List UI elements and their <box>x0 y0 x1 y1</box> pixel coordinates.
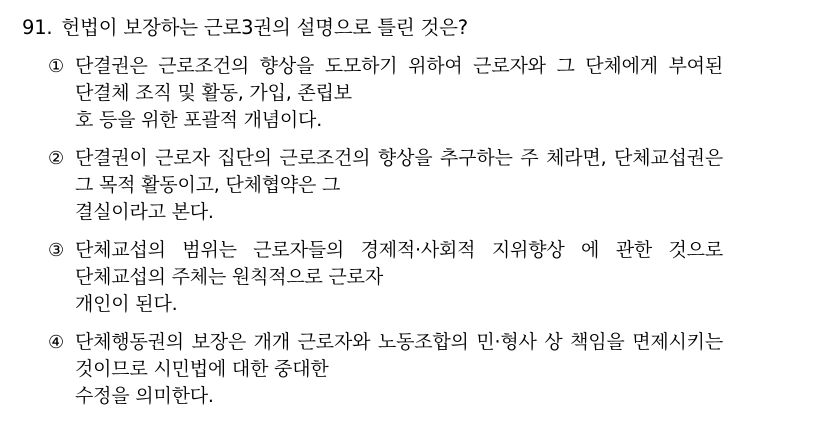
choice-line: 단체행동권의 보장은 개개 근로자와 노동조합의 민·형사 <box>75 330 537 353</box>
choice-line: 수정을 의미한다. <box>75 384 214 407</box>
choice-line: 체라면, 단체교섭권은 그 목적 활동이고, 단체협약은 그 <box>75 147 723 197</box>
choice-list <box>22 53 808 410</box>
question-text: 헌법이 보장하는 근로3권의 설명으로 틀린 것은? <box>61 16 468 39</box>
choice-line: 상 책임을 면제시키는 것이므로 시민법에 대한 중대한 <box>75 330 723 380</box>
choice-option-1[interactable] <box>22 53 808 134</box>
choice-line: 결실이라고 본다. <box>75 201 214 224</box>
choice-line: 개인이 된다. <box>75 293 178 316</box>
choice-line: 단체교섭의 범위는 근로자들의 경제적·사회적 지위향상 <box>75 239 565 262</box>
choice-line: 그 단체에게 부여된 단결체 조직 및 활동, 가입, 존립보 <box>75 55 723 105</box>
choice-option-2[interactable] <box>22 145 808 226</box>
choice-marker-1: ① <box>48 56 64 78</box>
question-stem <box>22 14 808 42</box>
choice-line: 단결권은 근로조건의 향상을 도모하기 위하여 근로자와 <box>75 55 546 78</box>
question-number: 91. <box>22 16 53 39</box>
choice-marker-2: ② <box>48 148 64 170</box>
choice-line: 단결권이 근로자 집단의 근로조건의 향상을 추구하는 주 <box>75 147 539 170</box>
choice-option-4[interactable] <box>22 329 808 410</box>
choice-line: 에 관한 것으로 단체교섭의 주체는 원칙적으로 근로자 <box>75 239 723 289</box>
choice-text-4 <box>75 329 723 410</box>
choice-marker-3: ③ <box>48 240 64 262</box>
choice-text-2 <box>75 145 723 226</box>
choice-marker-4: ④ <box>48 331 64 353</box>
choice-text-3 <box>75 237 723 318</box>
choice-line: 호 등을 위한 포괄적 개념이다. <box>75 109 323 132</box>
choice-text-1 <box>75 53 723 134</box>
choice-option-3[interactable] <box>22 237 808 318</box>
